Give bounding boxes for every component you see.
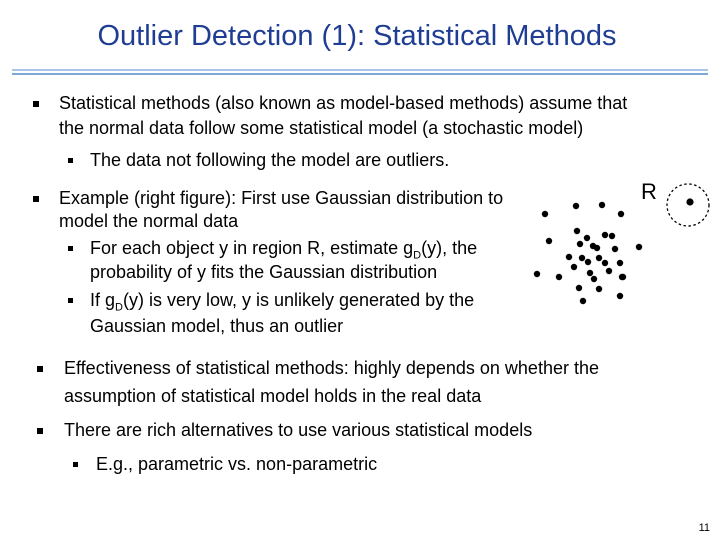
data-point [620,274,626,280]
title-divider-dark [12,73,708,75]
data-point [612,246,618,252]
page-number: 11 [698,522,710,534]
data-point [576,285,582,291]
bullet-2-line-1: Example (right figure): First use Gaussian distribution to [59,188,504,208]
data-point [599,202,605,208]
bullet-3-line-1: Effectiveness of statistical methods: highly depends on whether the [64,358,599,378]
bullet-1-line-1: Statistical methods (also known as model-based methods) assume that [59,93,628,113]
data-point [574,228,580,234]
title-divider-light [12,69,708,71]
bullet-2-sub-1-line-2: probability of y fits the Gaussian distribution [90,262,438,282]
data-point [587,270,593,276]
data-point [596,255,602,261]
data-point [542,211,548,217]
sub-bullet-marker [68,158,73,163]
data-point [609,233,615,239]
bullet-marker [37,366,43,372]
data-point [606,268,612,274]
data-point [602,260,608,266]
data-point [534,271,540,277]
data-point [556,274,562,280]
data-point [546,238,552,244]
bullet-2-sub-2-line-2: Gaussian model, thus an outlier [90,316,344,336]
bullet-marker [37,428,43,434]
outlier-point [686,198,693,205]
bullet-marker [33,196,39,202]
sub-bullet-marker [73,462,78,467]
bullet-2-sub-2-line-1: If $g_D(y)$ is very low, y is unlikely generated by the [90,290,475,314]
bullet-4-sub-1: E.g., parametric vs. non-parametric [96,454,378,474]
data-point [566,254,572,260]
data-point [571,264,577,270]
data-point [617,293,623,299]
data-point [618,211,624,217]
gaussian-example-figure [528,176,718,316]
data-point [636,244,642,250]
data-point [596,286,602,292]
region-label: R [641,179,657,204]
data-point [579,255,585,261]
data-point [580,298,586,304]
data-point [584,235,590,241]
sub-bullet-marker [68,246,73,251]
slide-title: Outlier Detection (1): Statistical Methods [97,20,617,52]
bullet-2-sub-1-line-1: For each object y in region R, estimate $g_D(y)$, the [90,238,478,262]
data-point [573,203,579,209]
bullet-marker [33,101,39,107]
data-point [577,241,583,247]
bullet-3-line-2: assumption of statistical model holds in the real data [64,386,482,406]
bullet-2-line-2: model the normal data [59,211,239,231]
data-point [585,259,591,265]
sub-bullet-marker [68,298,73,303]
data-point [591,276,597,282]
data-point [602,232,608,238]
bullet-1-line-2: the normal data follow some statistical model (a stochastic model) [59,118,584,138]
bullet-1-sub-1: The data not following the model are outliers. [90,150,450,170]
bullet-4-line-1: There are rich alternatives to use various statistical models [64,420,533,440]
data-point [594,245,600,251]
data-point [617,260,623,266]
